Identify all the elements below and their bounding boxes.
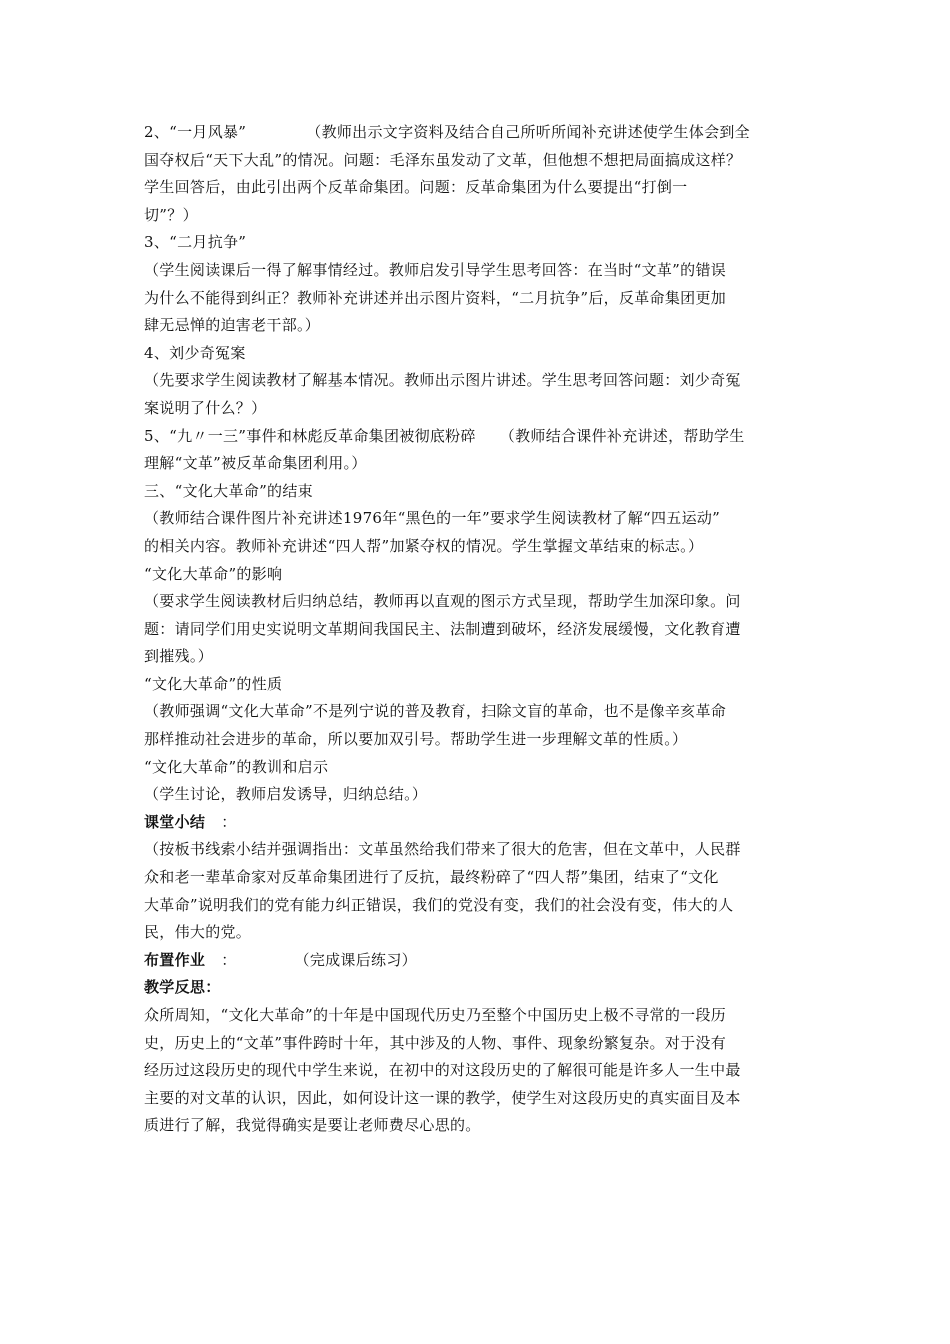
paragraph-line: （学生讨论，教师启发诱导，归纳总结。） [144, 785, 428, 804]
paragraph-line: （按板书线索小结并强调指出：文革虽然给我们带来了很大的危害，但在文革中，人民群 [144, 840, 741, 859]
homework-heading: 布置作业 [144, 950, 206, 969]
lesson-plan-text [144, 119, 808, 1140]
paragraph-line: 史，历史上的“文革”事件跨时十年，其中涉及的人物、事件、现象纷繁复杂。对于没有 [144, 1033, 727, 1052]
paragraph-line: 为什么不能得到纠正？教师补充讲述并出示图片资料，“二月抗争”后，反革命集团更加 [144, 288, 727, 307]
reflection-heading: 教学反思： [144, 978, 221, 997]
paragraph-line: 国夺权后“天下大乱”的情况。问题：毛泽东虽发动了文革，但他想不想把局面搞成这样？ [144, 150, 742, 169]
paragraph-line: （先要求学生阅读教材了解基本情况。教师出示图片讲述。学生思考回答问题：刘少奇冤 [144, 371, 741, 390]
homework-note: （完成课后练习） [294, 950, 417, 969]
paragraph-line [144, 119, 808, 147]
paragraph-line [144, 423, 808, 451]
paragraph-line: 理解“文革”被反革命集团利用。） [144, 454, 367, 473]
teacher-note: （教师结合课件补充讲述，帮助学生 [499, 426, 745, 445]
paragraph-line: 民，伟大的党。 [144, 923, 252, 942]
paragraph-line: 学生回答后，由此引出两个反革命集团。问题：反革命集团为什么要提出“打倒一 [144, 178, 688, 197]
paragraph-line: 大革命”说明我们的党有能力纠正错误，我们的党没有变，我们的社会没有变，伟大的人 [144, 895, 734, 914]
class-summary-heading: 课堂小结 [144, 812, 206, 831]
paragraph-line [144, 809, 808, 837]
paragraph-line: 众所周知，“文化大革命”的十年是中国现代历史乃至整个中国历史上极不寻常的一段历 [144, 1006, 727, 1024]
paragraph-line: 的相关内容。教师补充讲述“四人帮”加紧夺权的情况。学生掌握文革结束的标志。） [144, 536, 704, 555]
section-heading-lessons: “文化大革命”的教训和启示 [144, 757, 329, 776]
section-heading-end-of-revolution: 三、“文化大革命”的结束 [144, 481, 313, 500]
section-heading-september-13: 5、“九〃一三”事件和林彪反革命集团被彻底粉碎 [144, 426, 476, 445]
section-heading-impact: “文化大革命”的影响 [144, 564, 283, 583]
paragraph-line: （学生阅读课后一得了解事情经过。教师启发引导学生思考回答：在当时“文革”的错误 [144, 260, 727, 279]
teacher-note: （教师出示文字资料及结合自己所听所闻补充讲述使学生体会到全 [306, 123, 750, 141]
paragraph-line: 案说明了什么？） [144, 398, 267, 417]
paragraph-line: 切”？） [144, 205, 198, 224]
paragraph-line: 题：请同学们用史实说明文革期间我国民主、法制遭到破坏，经济发展缓慢，文化教育遭 [144, 619, 741, 638]
paragraph-line: 经历过这段历史的现代中学生来说，在初中的对这段历史的了解很可能是许多人一生中最 [144, 1061, 741, 1080]
paragraph-line: （教师结合课件图片补充讲述1976年“黑色的一年”要求学生阅读教材了解“四五运动” [144, 509, 721, 528]
heading-colon: ： [221, 950, 237, 969]
section-heading-liu-shaoqi-case: 4、刘少奇冤案 [144, 343, 246, 362]
paragraph-line [144, 947, 808, 975]
paragraph-line: 质进行了解，我觉得确实是要让老师费尽心思的。 [144, 1116, 481, 1135]
paragraph-line: （教师强调“文化大革命”不是列宁说的普及教育，扫除文盲的革命，也不是像辛亥革命 [144, 702, 727, 721]
section-heading-february-struggle: 3、“二月抗争” [144, 233, 247, 252]
paragraph-line: 众和老一辈革命家对反革命集团进行了反抗，最终粉碎了“四人帮”集团，结束了“文化 [144, 868, 719, 887]
paragraph-line: （要求学生阅读教材后归纳总结，教师再以直观的图示方式呈现，帮助学生加深印象。问 [144, 592, 741, 611]
section-heading-january-storm: 2、“一月风暴” [144, 123, 247, 141]
paragraph-line: 那样推动社会进步的革命，所以要加双引号。帮助学生进一步理解文革的性质。） [144, 730, 688, 749]
section-heading-nature: “文化大革命”的性质 [144, 674, 283, 693]
heading-colon: ： [221, 812, 237, 831]
paragraph-line: 主要的对文革的认识，因此，如何设计这一课的教学，使学生对这段历史的真实面目及本 [144, 1088, 741, 1107]
paragraph-line: 到摧残。） [144, 647, 214, 666]
paragraph-line: 肆无忌惮的迫害老干部。） [144, 316, 321, 335]
